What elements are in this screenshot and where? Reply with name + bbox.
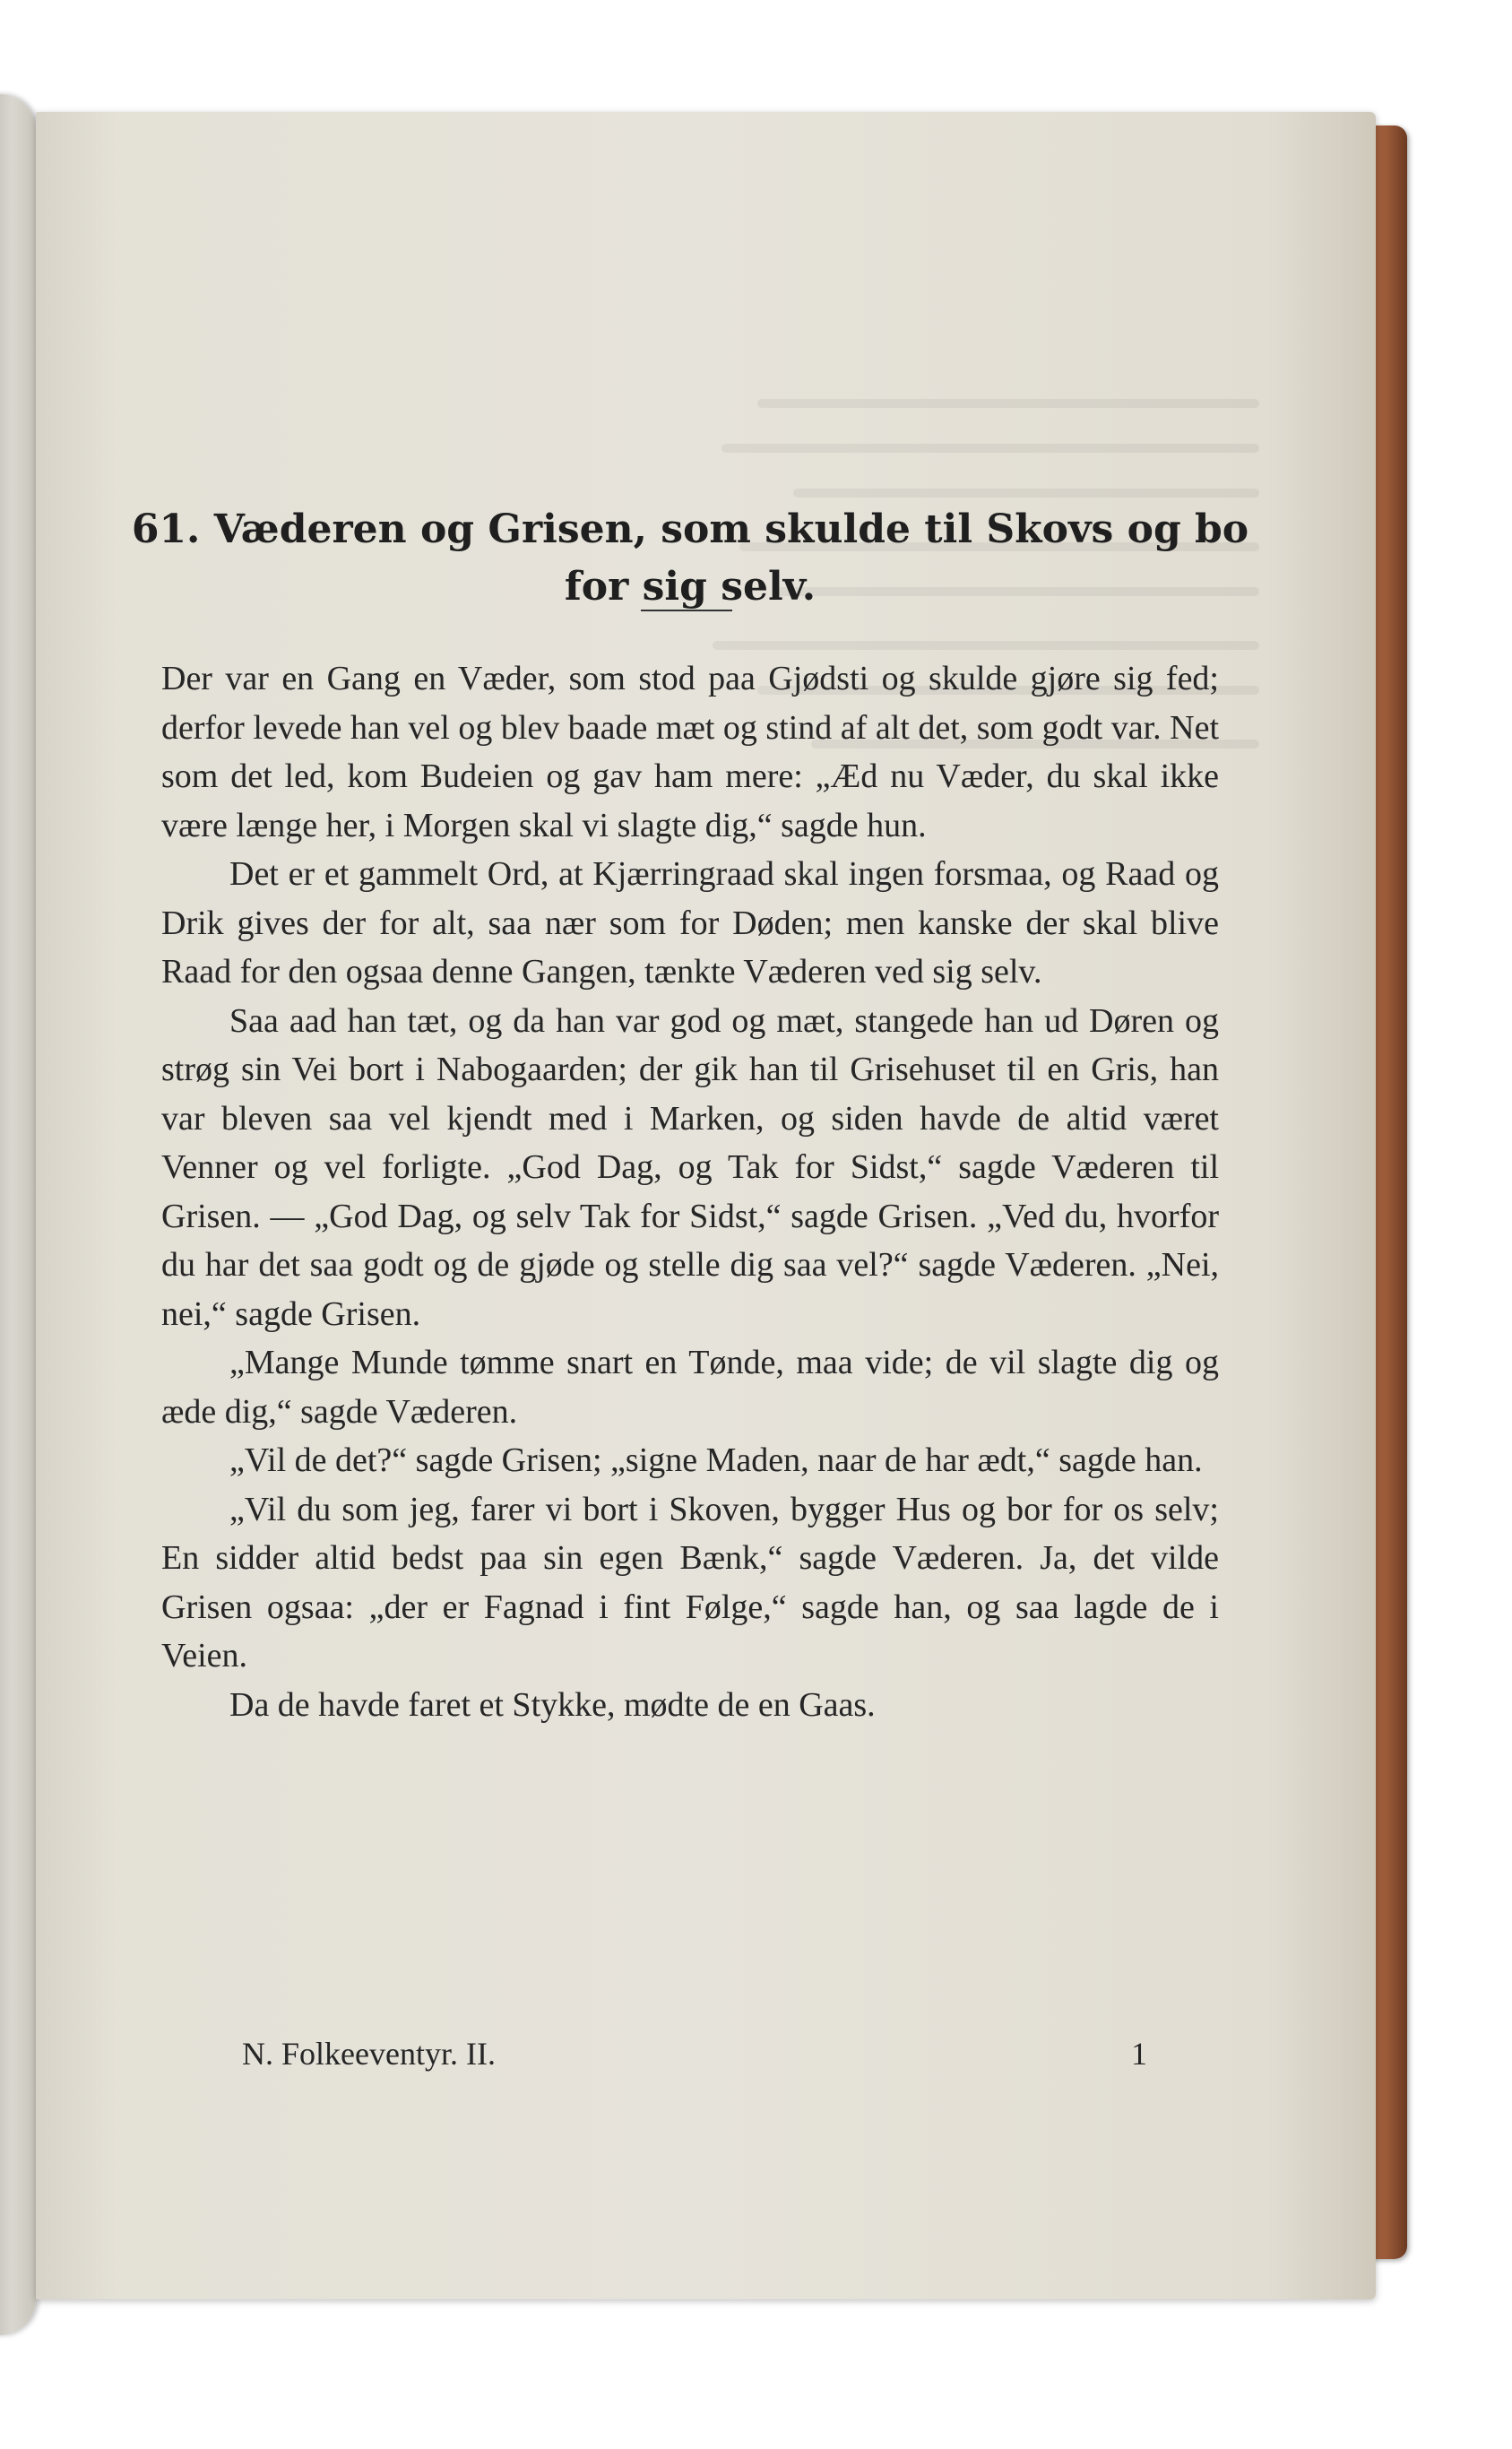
page-footer [242, 2035, 1147, 2073]
page-number: 1 [1131, 2036, 1147, 2072]
paragraph-1: Der var en Gang en Væder, som stod paa Gjødsti og skulde gjøre sig fed; derfor levede han vel og blev baade mæt og stind af alt det, som godt var. Net som det led, kom Budeien og gav ham mere: „Æd nu Væder, du skal ikke være længe her, i Morgen skal vi slagte dig,“ sagde hun. [161, 660, 1219, 844]
paragraph-4: „Mange Munde tømme snart en Tønde, maa vide; de vil slagte dig og æde dig,“ sagde Væderen. [161, 1344, 1219, 1431]
paragraph-7: Da de havde faret et Stykke, mødte de en Gaas. [229, 1685, 876, 1724]
paragraph-3: Saa aad han tæt, og da han var god og mæt, stangede han ud Døren og strøg sin Vei bort i Nabogaarden; der gik han til Grisehuset til en Gris, han var bleven saa vel kjendt med i Marken, og siden havde de altid været Venner og vel forligte. „God Dag, og Tak for Sidst,“ sagde Væderen til Grisen. — „God Dag, og selv Tak for Sidst,“ sagde Grisen. „Ved du, hvorfor du har det saa godt og de gjøde og stelle dig saa vel?“ sagde Væderen. „Nei, nei,“ sagde Grisen. [161, 1001, 1219, 1333]
paragraph-2: Det er et gammelt Ord, at Kjærringraad skal ingen forsmaa, og Raad og Drik gives der for alt, saa nær som for Døden; men kanske der skal blive Raad for den ogsaa denne Gangen, tænkte Væderen ved sig selv. [161, 855, 1219, 991]
paragraph-5: „Vil de det?“ sagde Grisen; „signe Maden, naar de har ædt,“ sagde han. [229, 1441, 1203, 1479]
signature-mark: N. Folkeeventyr. II. [242, 2036, 496, 2072]
title-divider [641, 610, 732, 611]
story-title: 61. Væderen og Grisen, som skulde til Skovs og bo for sig selv. [131, 506, 1249, 610]
facing-page-edge [0, 94, 36, 2335]
paragraph-6: „Vil du som jeg, farer vi bort i Skoven, bygger Hus og bor for os selv; En sidder altid bedst paa sin egen Bænk,“ sagde Væderen. Ja, det vilde Grisen ogsaa: „der er Fagnad i fint Følge,“ sagde han, og saa lagde de i Veien. [161, 1490, 1219, 1674]
story-body [161, 654, 1219, 1729]
